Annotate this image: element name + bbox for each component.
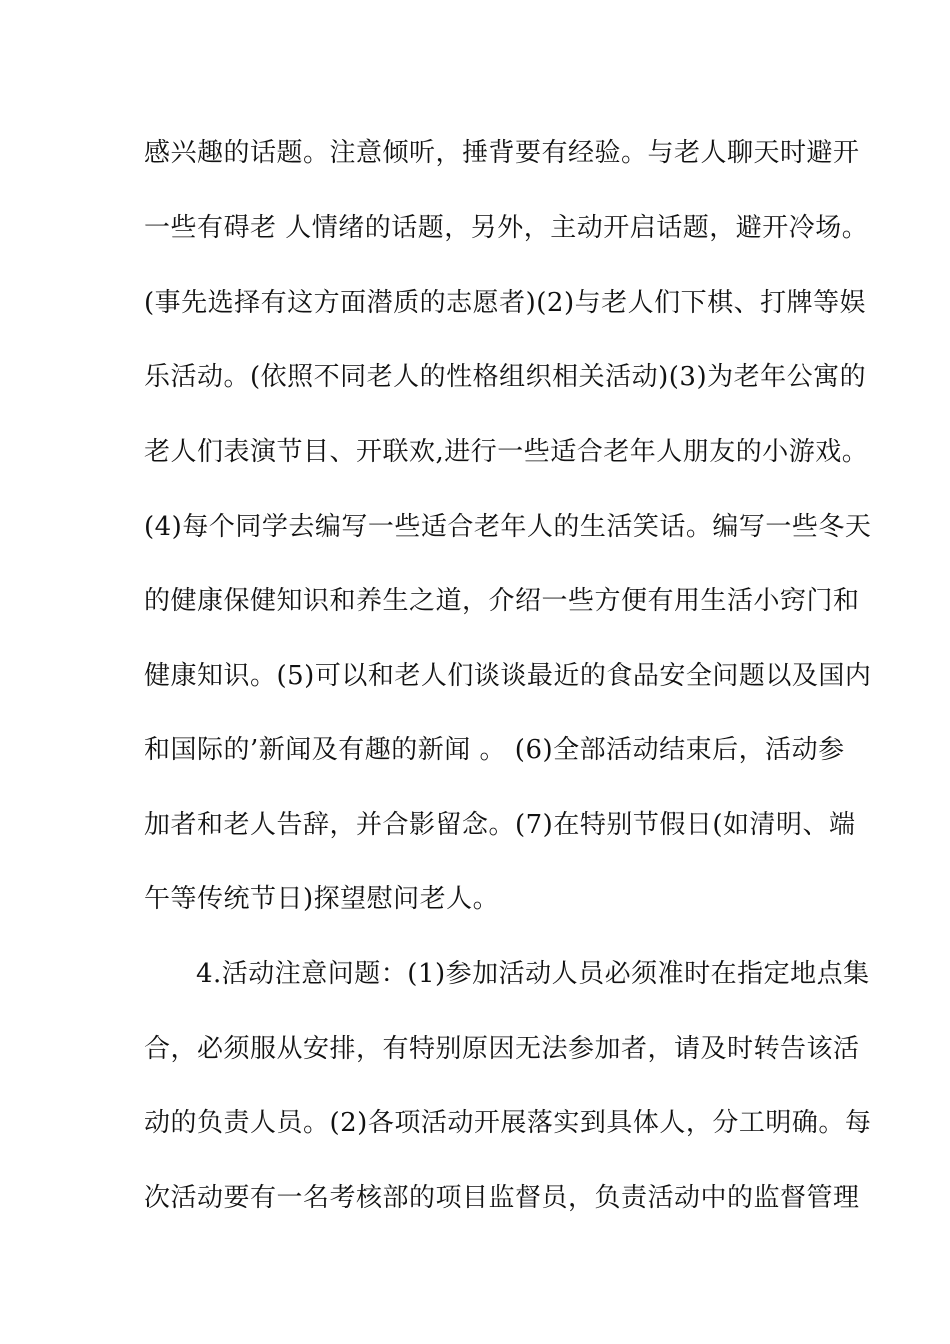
paragraph-line: 次活动要有一名考核部的项目监督员，负责活动中的监督管理 [144,1183,860,1213]
paragraph-line: 和国际的’新闻及有趣的新闻 。 (6)全部活动结束后，活动参 [144,735,845,765]
paragraph-line: 午等传统节日)探望慰问老人。 [144,884,500,914]
paragraph-line: 老人们表演节目、开联欢,进行一些适合老年人朋友的小游戏。 [144,437,869,467]
paragraph-line: 的健康保健知识和养生之道，介绍一些方便有用生活小窍门和 [144,586,860,616]
paragraph-line: (事先选择有这方面潜质的志愿者)(2)与老人们下棋、打牌等娱 [144,288,867,318]
paragraph-line: 合，必须服从安排，有特别原因无法参加者，请及时转告该活 [144,1034,860,1064]
section-heading-line: 4.活动注意问题：(1)参加活动人员必须准时在指定地点集 [196,959,870,989]
paragraph-line: 加者和老人告辞，并合影留念。(7)在特别节假日(如清明、端 [144,810,856,840]
paragraph-line: 乐活动。(依照不同老人的性格组织相关活动)(3)为老年公寓的 [144,362,867,392]
paragraph-line: 感兴趣的话题。注意倾听，捶背要有经验。与老人聊天时避开 [144,138,860,168]
paragraph-line: 一些有碍老 人情绪的话题，另外，主动开启话题，避开冷场。 [144,213,869,243]
paragraph-line: 健康知识。(5)可以和老人们谈谈最近的食品安全问题以及国内 [144,661,872,691]
paragraph-line: 动的负责人员。(2)各项活动开展落实到具体人，分工明确。每 [144,1108,872,1138]
paragraph-line: (4)每个同学去编写一些适合老年人的生活笑话。编写一些冬天 [144,512,872,542]
